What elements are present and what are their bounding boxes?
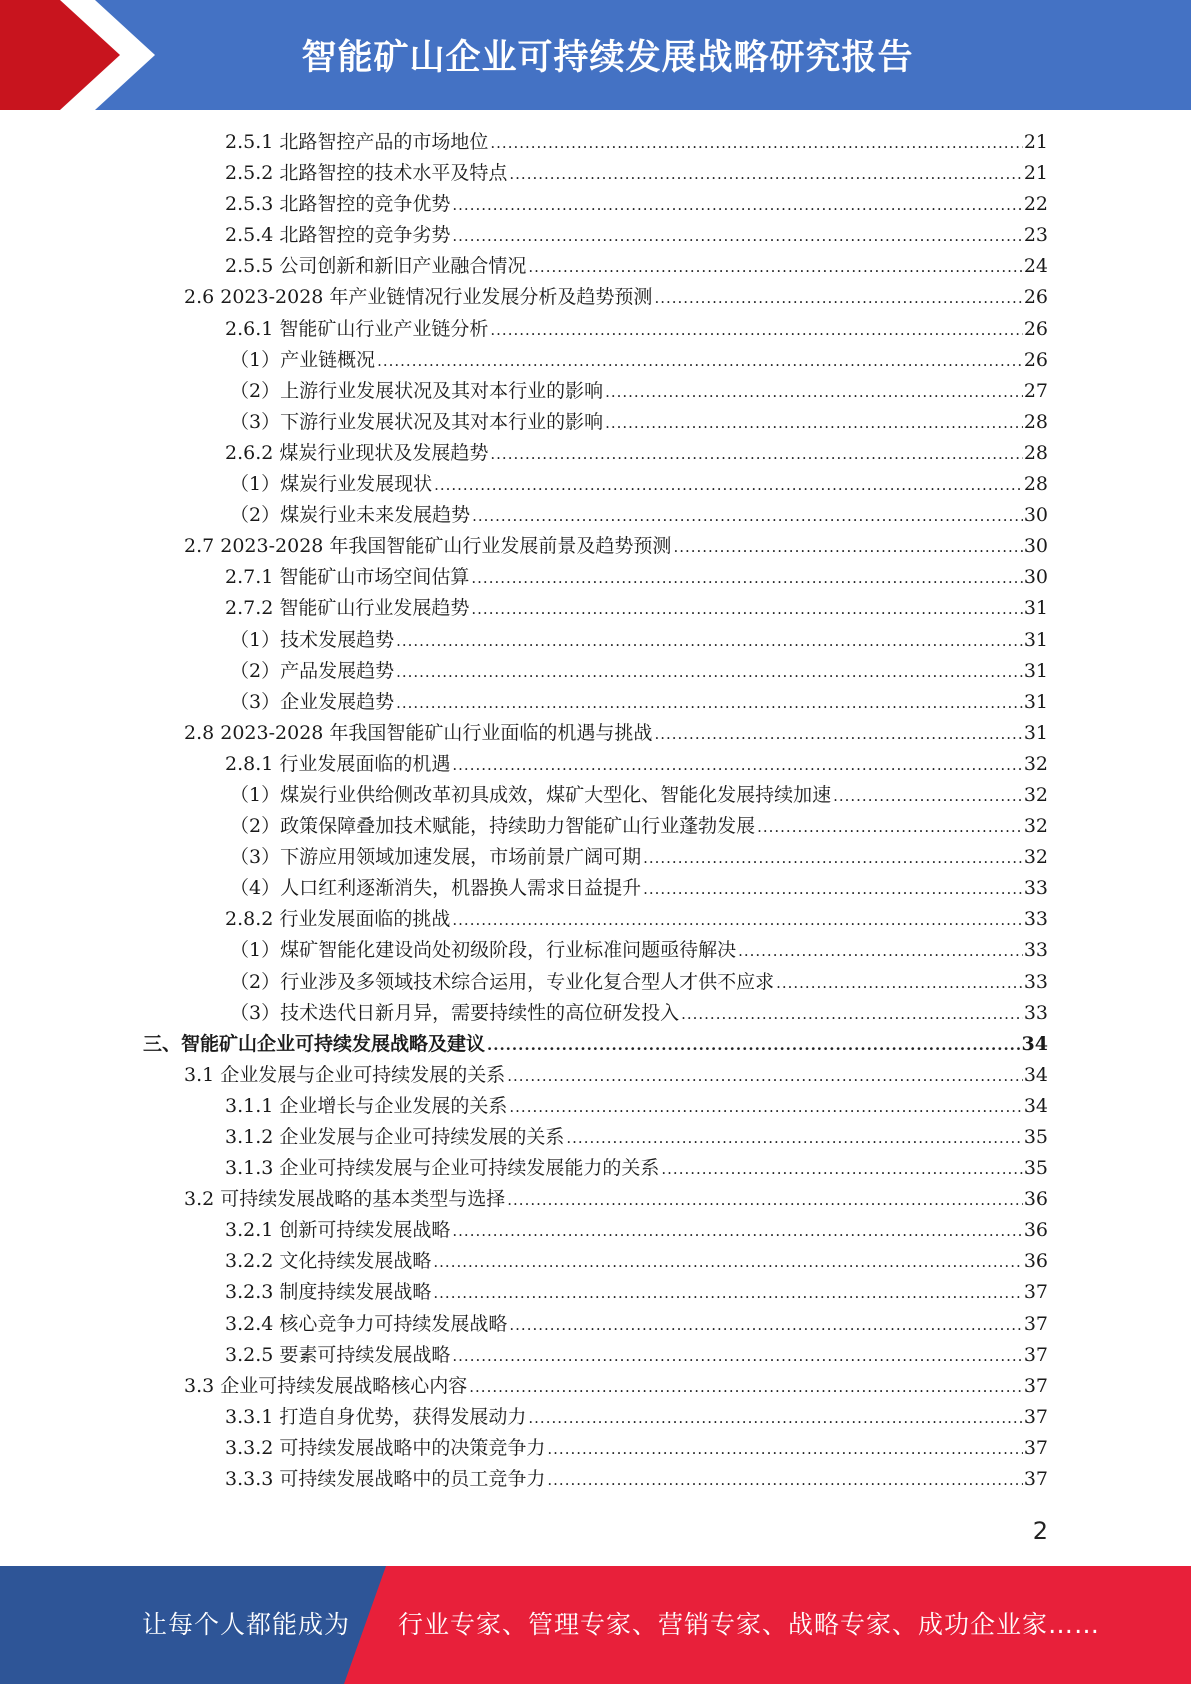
- report-title: 智能矿山企业可持续发展战略研究报告: [301, 38, 914, 78]
- toc-entry[interactable]: [0, 407, 1191, 438]
- toc-entry[interactable]: [0, 1277, 1191, 1308]
- toc-entry-title: （2）上游行业发展状况及其对本行业的影响: [230, 379, 604, 402]
- toc-entry-title: 3.1 企业发展与企业可持续发展的关系: [184, 1063, 506, 1086]
- toc-entry-page: 26: [1023, 348, 1048, 371]
- toc-entry-title: 2.7.2 智能矿山行业发展趋势: [225, 597, 470, 620]
- toc-entry-title: 3.1.3 企业可持续发展与企业可持续发展能力的关系: [225, 1157, 660, 1180]
- toc-dot-leader: [433, 1247, 1022, 1278]
- toc-dot-leader: [452, 750, 1022, 781]
- toc-entry-page: 35: [1023, 1126, 1048, 1148]
- toc-entry-title: （1）技术发展趋势: [230, 628, 395, 651]
- toc-entry[interactable]: [0, 500, 1191, 531]
- toc-entry-page: 27: [1023, 379, 1048, 402]
- toc-dot-leader: [509, 1310, 1022, 1341]
- toc-entry-title: 3.2.1 创新可持续发展战略: [225, 1219, 451, 1242]
- toc-entry-title: 2.8 2023-2028 年我国智能矿山行业面临的机遇与挑战: [184, 721, 653, 744]
- toc-dot-leader: [528, 1403, 1022, 1434]
- toc-entry-page: 31: [1023, 659, 1048, 682]
- toc-entry[interactable]: [0, 1402, 1191, 1433]
- toc-entry-title: 3.2 可持续发展战略的基本类型与选择: [184, 1188, 506, 1211]
- toc-entry-title: 3.1.1 企业增长与企业发展的关系: [225, 1094, 508, 1117]
- toc-entry-title: 2.7 2023-2028 年我国智能矿山行业发展前景及趋势预测: [184, 535, 672, 558]
- toc-entry-title: 3.2.3 制度持续发展战略: [225, 1281, 432, 1304]
- toc-entry-page: 36: [1023, 1250, 1048, 1273]
- toc-entry[interactable]: [0, 345, 1191, 376]
- toc-entry-title: 3.2.4 核心竞争力可持续发展战略: [225, 1312, 508, 1335]
- toc-entry-page: 33: [1023, 1001, 1048, 1024]
- toc-entry-page: 37: [1023, 1468, 1048, 1491]
- toc-dot-leader: [509, 159, 1022, 190]
- toc-entry-page: 28: [1023, 441, 1048, 464]
- toc-entry-page: 37: [1023, 1405, 1048, 1428]
- toc-entry-page: 32: [1023, 815, 1048, 838]
- toc-dot-leader: [471, 594, 1022, 625]
- toc-entry-title: 2.6.1 智能矿山行业产业链分析: [225, 317, 489, 340]
- toc-dot-leader: [377, 346, 1023, 377]
- toc-entry-page: 37: [1023, 1343, 1048, 1366]
- toc-entry-title: 2.5.4 北路智控的竞争劣势: [225, 224, 451, 247]
- toc-entry[interactable]: [0, 158, 1191, 189]
- toc-dot-leader: [654, 719, 1022, 750]
- toc-entry[interactable]: [0, 376, 1191, 407]
- toc-entry-page: 30: [1023, 535, 1048, 558]
- toc-dot-leader: [605, 408, 1023, 439]
- toc-entry[interactable]: [0, 469, 1191, 500]
- toc-entry-title: （3）下游应用领域加速发展，市场前景广阔可期: [230, 846, 642, 869]
- toc-entry[interactable]: [0, 625, 1191, 656]
- toc-entry-title: 2.8.2 行业发展面临的挑战: [225, 908, 451, 931]
- toc-entry-title: 2.6.2 煤炭行业现状及发展趋势: [225, 441, 489, 464]
- toc-dot-leader: [469, 1372, 1023, 1403]
- toc-entry-page: 31: [1023, 628, 1048, 651]
- footer-slogan-right: 行业专家、管理专家、营销专家、战略专家、成功企业家……: [398, 1610, 1101, 1639]
- toc-entry-page: 33: [1023, 908, 1048, 931]
- toc-entry-page: 22: [1023, 193, 1048, 216]
- toc-entry-title: （1）煤炭行业发展现状: [230, 473, 433, 496]
- toc-entry-page: 30: [1023, 566, 1048, 589]
- toc-entry[interactable]: [0, 687, 1191, 718]
- toc-dot-leader: [661, 1154, 1022, 1185]
- toc-dot-leader: [452, 221, 1022, 252]
- toc-dot-leader: [434, 470, 1023, 501]
- toc-entry-page: 31: [1023, 690, 1048, 713]
- toc-dot-leader: [643, 843, 1023, 874]
- toc-entry[interactable]: [0, 189, 1191, 220]
- toc-entry-page: 33: [1023, 877, 1048, 900]
- report-footer: [0, 1566, 1191, 1684]
- footer-slogan-left: 让每个人都能成为: [142, 1610, 351, 1639]
- toc-dot-leader: [643, 874, 1023, 905]
- toc-entry-page: 28: [1023, 473, 1048, 496]
- toc-dot-leader: [509, 1092, 1022, 1123]
- toc-entry-title: （3）技术迭代日新月异，需要持续性的高位研发投入: [230, 1001, 680, 1024]
- toc-entry[interactable]: [0, 904, 1191, 935]
- toc-entry[interactable]: [0, 1029, 1191, 1060]
- toc-entry-title: （1）产业链概况: [230, 348, 376, 371]
- toc-entry-page: 21: [1023, 131, 1048, 153]
- toc-entry-page: 34: [1023, 1094, 1048, 1117]
- toc-entry-page: 30: [1023, 504, 1048, 527]
- toc-entry[interactable]: [0, 718, 1191, 749]
- toc-entry-title: 3.3.1 打造自身优势，获得发展动力: [225, 1405, 527, 1428]
- toc-entry-title: 3.3 企业可持续发展战略核心内容: [184, 1374, 468, 1397]
- toc-entry-page: 33: [1023, 970, 1048, 993]
- toc-dot-leader: [490, 439, 1022, 470]
- toc-entry[interactable]: [0, 749, 1191, 780]
- toc-entry-title: （2）产品发展趋势: [230, 659, 395, 682]
- toc-entry-page: 31: [1023, 597, 1048, 620]
- toc-entry-page: 36: [1023, 1188, 1048, 1211]
- toc-entry-title: （2）政策保障叠加技术赋能，持续助力智能矿山行业蓬勃发展: [230, 815, 756, 838]
- toc-entry[interactable]: [0, 282, 1191, 313]
- toc-entry-title: 3.3.3 可持续发展战略中的员工竞争力: [225, 1468, 546, 1491]
- toc-entry-page: 36: [1023, 1219, 1048, 1242]
- toc-entry[interactable]: [0, 873, 1191, 904]
- toc-entry-title: （2）行业涉及多领域技术综合运用，专业化复合型人才供不应求: [230, 970, 775, 993]
- toc-entry-title: （1）煤炭行业供给侧改革初具成效，煤矿大型化、智能化发展持续加速: [230, 783, 832, 806]
- toc-entry-title: 2.5.3 北路智控的竞争优势: [225, 193, 451, 216]
- toc-entry-title: 2.8.1 行业发展面临的机遇: [225, 752, 451, 775]
- toc-dot-leader: [507, 1061, 1023, 1092]
- toc-entry-title: （1）煤矿智能化建设尚处初级阶段，行业标准问题亟待解决: [230, 939, 737, 962]
- toc-entry-page: 32: [1023, 846, 1048, 869]
- toc-dot-leader: [490, 128, 1022, 159]
- toc-entry[interactable]: [0, 1184, 1191, 1215]
- toc-entry-title: 2.7.1 智能矿山市场空间估算: [225, 566, 470, 589]
- toc-entry[interactable]: [0, 220, 1191, 251]
- toc-dot-leader: [490, 315, 1022, 346]
- toc-entry[interactable]: [0, 935, 1191, 966]
- toc-dot-leader: [738, 936, 1023, 967]
- toc-entry[interactable]: [0, 1464, 1191, 1495]
- toc-entry[interactable]: [0, 314, 1191, 345]
- toc-entry-title: 三、智能矿山企业可持续发展战略及建议: [143, 1032, 486, 1055]
- toc-entry[interactable]: [0, 1153, 1191, 1184]
- toc-dot-leader: [471, 563, 1022, 594]
- toc-dot-leader: [507, 1185, 1023, 1216]
- table-of-contents: [0, 127, 1191, 1495]
- toc-entry-page: 37: [1023, 1374, 1048, 1397]
- toc-entry[interactable]: [0, 251, 1191, 282]
- toc-entry[interactable]: [0, 1215, 1191, 1246]
- toc-dot-leader: [833, 781, 1023, 812]
- toc-dot-leader: [452, 190, 1022, 221]
- toc-dot-leader: [673, 532, 1022, 563]
- toc-entry[interactable]: [0, 1309, 1191, 1340]
- toc-dot-leader: [396, 657, 1023, 688]
- toc-entry-title: 2.5.1 北路智控产品的市场地位: [225, 131, 489, 153]
- toc-entry-title: 2.5.5 公司创新和新旧产业融合情况: [225, 255, 527, 278]
- toc-entry-title: 3.2.2 文化持续发展战略: [225, 1250, 432, 1273]
- toc-dot-leader: [654, 283, 1022, 314]
- toc-dot-leader: [757, 812, 1023, 843]
- toc-entry-page: 23: [1023, 224, 1048, 247]
- toc-entry[interactable]: [0, 967, 1191, 998]
- toc-entry-page: 37: [1023, 1436, 1048, 1459]
- toc-dot-leader: [472, 501, 1023, 532]
- toc-entry-title: 2.5.2 北路智控的技术水平及特点: [225, 162, 508, 185]
- toc-entry-title: 3.2.5 要素可持续发展战略: [225, 1343, 451, 1366]
- toc-dot-leader: [452, 1341, 1022, 1372]
- toc-dot-leader: [396, 688, 1023, 719]
- toc-dot-leader: [452, 905, 1022, 936]
- toc-entry-page: 24: [1023, 255, 1048, 278]
- toc-entry-title: 3.1.2 企业发展与企业可持续发展的关系: [225, 1126, 565, 1148]
- toc-entry-page: 32: [1023, 783, 1048, 806]
- toc-entry[interactable]: [0, 1340, 1191, 1371]
- toc-entry-page: 21: [1023, 162, 1048, 185]
- toc-entry[interactable]: [0, 562, 1191, 593]
- toc-entry-page: 37: [1023, 1312, 1048, 1335]
- toc-entry[interactable]: [0, 780, 1191, 811]
- toc-entry[interactable]: [0, 811, 1191, 842]
- toc-entry[interactable]: [0, 438, 1191, 469]
- toc-entry[interactable]: [0, 998, 1191, 1029]
- toc-entry-title: 2.6 2023-2028 年产业链情况行业发展分析及趋势预测: [184, 286, 653, 309]
- toc-entry[interactable]: [0, 842, 1191, 873]
- toc-entry-page: 26: [1023, 286, 1048, 309]
- toc-entry[interactable]: [0, 1091, 1191, 1122]
- toc-dot-leader: [547, 1465, 1022, 1496]
- toc-entry-page: 34: [1021, 1032, 1048, 1055]
- toc-entry-page: 33: [1023, 939, 1048, 962]
- toc-entry-page: 34: [1023, 1063, 1048, 1086]
- toc-entry[interactable]: [0, 1060, 1191, 1091]
- toc-entry-page: 31: [1023, 721, 1048, 744]
- toc-dot-leader: [547, 1434, 1022, 1465]
- toc-dot-leader: [487, 1030, 1021, 1061]
- page-number: 2: [1032, 1517, 1048, 1545]
- toc-dot-leader: [566, 1123, 1022, 1154]
- toc-entry-page: 35: [1023, 1157, 1048, 1180]
- report-header: [0, 0, 1191, 110]
- toc-entry-page: 32: [1023, 752, 1048, 775]
- toc-entry[interactable]: [0, 656, 1191, 687]
- toc-entry-page: 26: [1023, 317, 1048, 340]
- toc-dot-leader: [452, 1216, 1022, 1247]
- toc-entry-title: （4）人口红利逐渐消失，机器换人需求日益提升: [230, 877, 642, 900]
- toc-entry[interactable]: [0, 1122, 1191, 1153]
- toc-entry-title: 3.3.2 可持续发展战略中的决策竞争力: [225, 1436, 546, 1459]
- toc-dot-leader: [433, 1278, 1022, 1309]
- toc-entry-title: （3）下游行业发展状况及其对本行业的影响: [230, 410, 604, 433]
- toc-dot-leader: [396, 626, 1023, 657]
- toc-dot-leader: [681, 999, 1023, 1030]
- toc-entry[interactable]: [0, 1433, 1191, 1464]
- toc-dot-leader: [605, 377, 1023, 408]
- toc-entry-title: （2）煤炭行业未来发展趋势: [230, 504, 471, 527]
- toc-entry[interactable]: [0, 1246, 1191, 1277]
- toc-entry[interactable]: [0, 531, 1191, 562]
- toc-entry-title: （3）企业发展趋势: [230, 690, 395, 713]
- toc-entry-page: 37: [1023, 1281, 1048, 1304]
- toc-entry[interactable]: [0, 127, 1191, 158]
- toc-dot-leader: [776, 968, 1023, 999]
- toc-entry[interactable]: [0, 593, 1191, 624]
- toc-entry-page: 28: [1023, 410, 1048, 433]
- toc-dot-leader: [528, 252, 1022, 283]
- toc-entry[interactable]: [0, 1371, 1191, 1402]
